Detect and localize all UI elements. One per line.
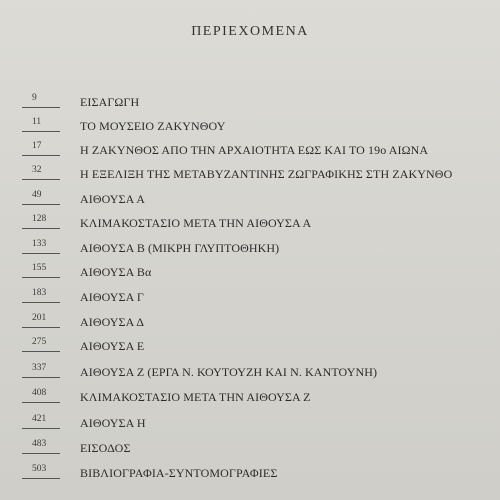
toc-entry-title: ΒΙΒΛΙΟΓΡΑΦΙΑ-ΣΥΝΤΟΜΟΓΡΑΦΙΕΣ [80,466,278,480]
toc-page-number: 17 [22,140,60,156]
toc-entry [0,413,500,437]
toc-entry-title: ΤΟ ΜΟΥΣΕΙΟ ΖΑΚΥΝΘΟΥ [80,119,226,133]
toc-entry [0,336,500,360]
toc-entry-title: Η ΕΞΕΛΙΞΗ ΤΗΣ ΜΕΤΑΒΥΖΑΝΤΙΝΗΣ ΖΩΓΡΑΦΙΚΗΣ ΣΤΗ ΖΑΚΥΝΘΟ [80,167,453,181]
toc-entry [0,116,500,140]
toc-page-number: 337 [22,362,60,378]
toc-entry-title: Η ΖΑΚΥΝΘΟΣ ΑΠΟ ΤΗΝ ΑΡΧΑΙΟΤΗΤΑ ΕΩΣ ΚΑΙ ΤΟ 19ο ΑΙΩΝΑ [80,143,429,157]
toc-page-number: 9 [22,92,60,108]
toc-page-number: 49 [22,189,60,205]
toc-page-number: 155 [22,262,60,278]
toc-page-number: 183 [22,287,60,303]
toc-entry-title: ΑΙΘΟΥΣΑ Ζ (ΕΡΓΑ Ν. ΚΟΥΤΟΥΖΗ ΚΑΙ Ν. ΚΑΝΤΟΥΝΗ) [80,365,378,379]
toc-page-number: 32 [22,164,60,180]
toc-page-number: 408 [22,387,60,403]
toc-entry-title: ΚΛΙΜΑΚΟΣΤΑΣΙΟ ΜΕΤΑ ΤΗΝ ΑΙΘΟΥΣΑ Ζ [80,390,311,404]
toc-entry [0,238,500,262]
toc-entry [0,92,500,116]
toc-entry-title: ΕΙΣΑΓΩΓΗ [80,95,140,109]
toc-page-number: 128 [22,213,60,229]
toc-entry [0,312,500,336]
toc-entry [0,140,500,164]
toc-entry-title: ΑΙΘΟΥΣΑ Γ [80,290,144,304]
toc-page-number: 483 [22,438,60,454]
toc-entry [0,438,500,462]
toc-entry [0,387,500,411]
toc-entry-title: ΑΙΘΟΥΣΑ Β (ΜΙΚΡΗ ΓΛΥΠΤΟΘΗΚΗ) [80,241,280,255]
toc-page-number: 201 [22,312,60,328]
toc-entry [0,463,500,487]
toc-entry [0,287,500,311]
toc-page-number: 133 [22,238,60,254]
page-title: ΠΕΡΙΕΧΟΜΕΝΑ [191,24,309,39]
toc-entry-title: ΕΙΣΟΔΟΣ [80,441,131,455]
toc-entry [0,213,500,237]
toc-entry-title: ΑΙΘΟΥΣΑ Α [80,192,145,206]
toc-entry [0,362,500,386]
toc-entry [0,189,500,213]
toc-entry-title: ΑΙΘΟΥΣΑ Βα [80,265,152,279]
toc-entry [0,164,500,188]
toc-entry-title: ΚΛΙΜΑΚΟΣΤΑΣΙΟ ΜΕΤΑ ΤΗΝ ΑΙΘΟΥΣΑ Α [80,216,312,230]
toc-page-number: 275 [22,336,60,352]
toc-entry-title: ΑΙΘΟΥΣΑ Η [80,416,146,430]
toc-page-number: 11 [22,116,60,132]
toc-entry-title: ΑΙΘΟΥΣΑ Δ [80,315,145,329]
toc-entry-title: ΑΙΘΟΥΣΑ Ε [80,339,145,353]
toc-entry [0,262,500,286]
toc-page-number: 421 [22,413,60,429]
toc-page-number: 503 [22,463,60,479]
